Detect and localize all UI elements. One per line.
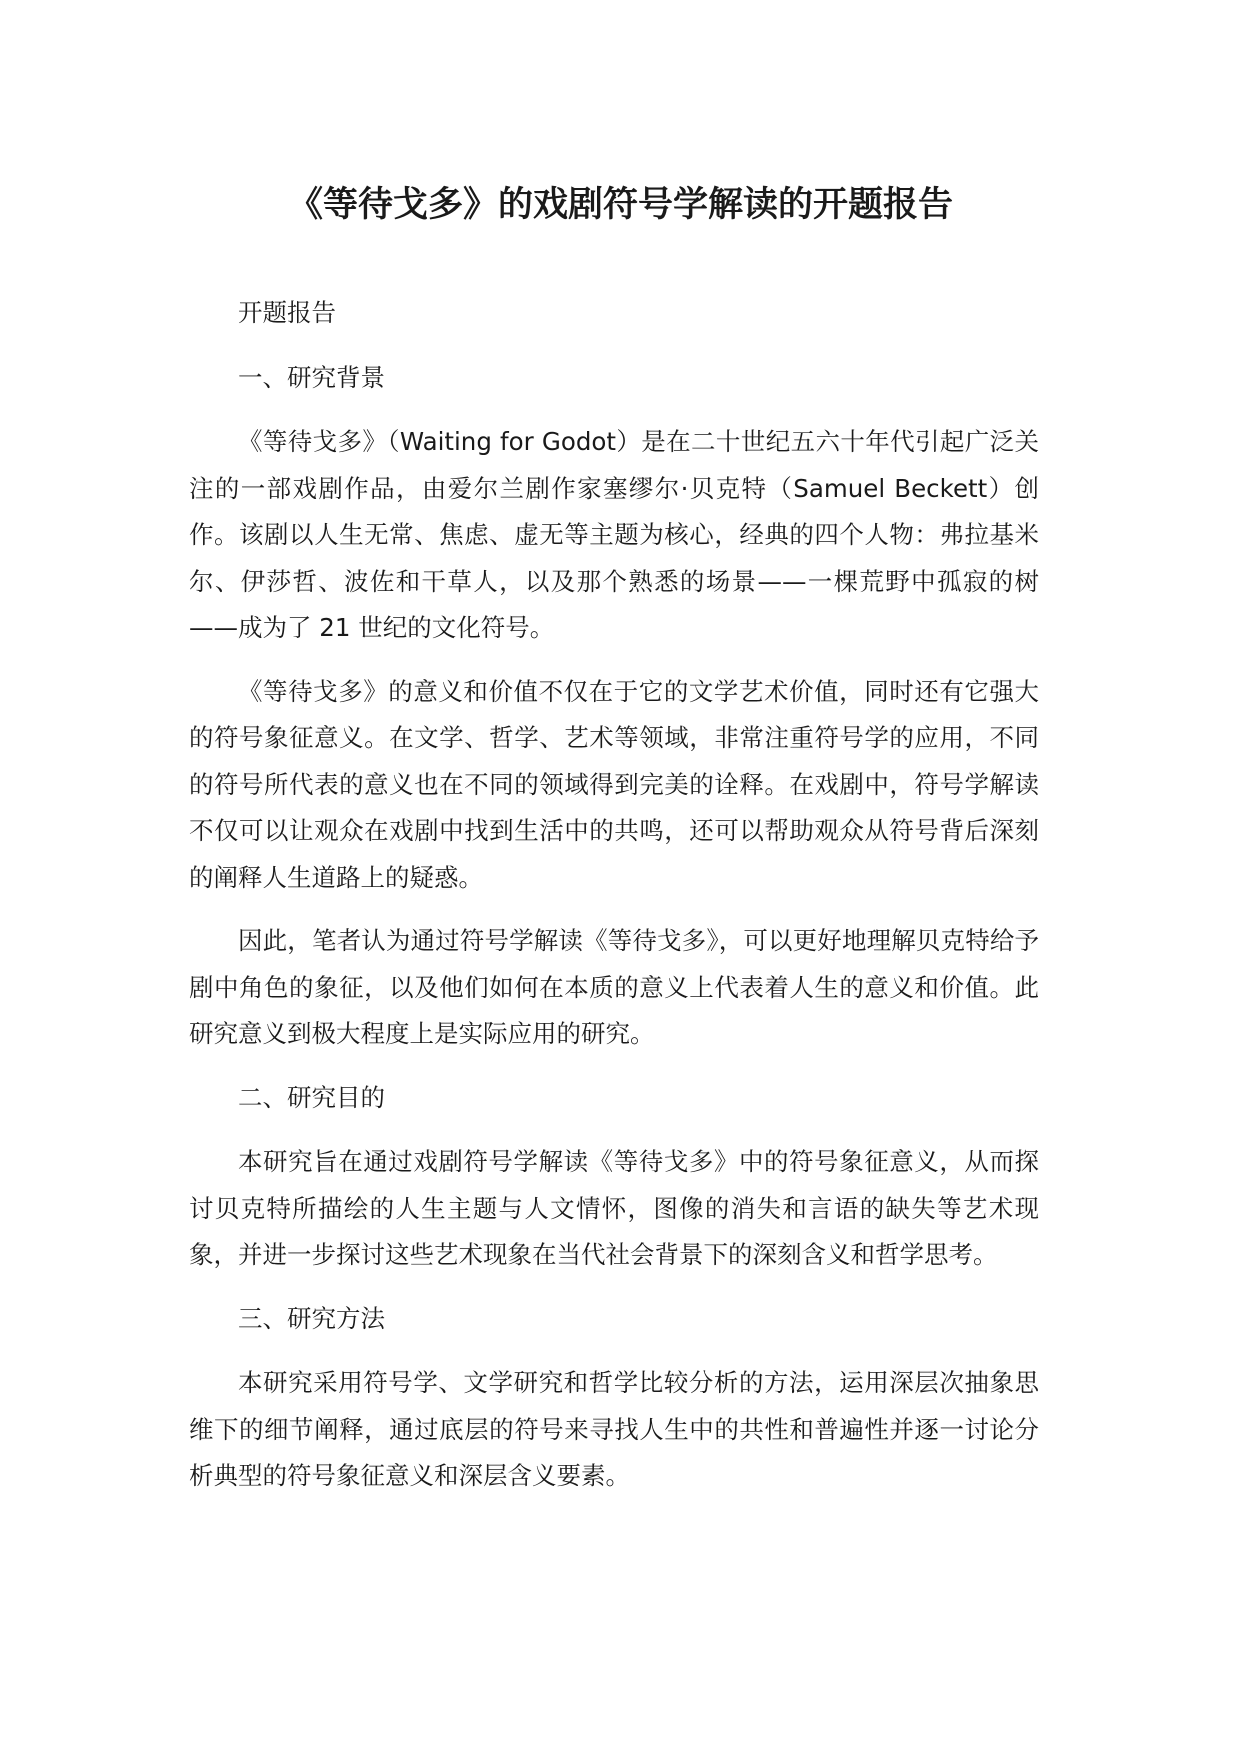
paragraph-purpose: 本研究旨在通过戏剧符号学解读《等待戈多》中的符号象征意义，从而探讨贝克特所描绘的人生主题与人文情怀，图像的消失和言语的缺失等艺术现象，并进一步探讨这些艺术现象在当代社会背景下的深刻含义和哲学思考。 — [189, 1147, 1039, 1269]
report-label: 开题报告 — [238, 298, 336, 327]
section-heading-background: 一、研究背景 — [238, 362, 385, 392]
document-body — [189, 290, 1039, 1517]
paragraph-background-1: 《等待戈多》（Waiting for Godot）是在二十世纪五六十年代引起广泛关注的一部戏剧作品，由爱尔兰剧作家塞缪尔·贝克特（Samuel Beckett）创作。该剧以人生无常、焦虑、虚无等主题为核心，经典的四个人物：弗拉基米尔、伊莎哲、波佐和干草人，以及那个熟悉的场景——一棵荒野中孤寂的树——成为了 21 世纪的文化符号。 — [189, 427, 1039, 642]
section-heading-method: 三、研究方法 — [238, 1303, 385, 1333]
paragraph-background-2: 《等待戈多》的意义和价值不仅在于它的文学艺术价值，同时还有它强大的符号象征意义。在文学、哲学、艺术等领域，非常注重符号学的应用，不同的符号所代表的意义也在不同的领域得到完美的诠释。在戏剧中，符号学解读不仅可以让观众在戏剧中找到生活中的共鸣，还可以帮助观众从符号背后深刻的阐释人生道路上的疑惑。 — [189, 676, 1039, 892]
paragraph-background-3: 因此，笔者认为通过符号学解读《等待戈多》，可以更好地理解贝克特给予剧中角色的象征，以及他们如何在本质的意义上代表着人生的意义和价值。此研究意义到极大程度上是实际应用的研究。 — [189, 926, 1039, 1048]
paragraph-method: 本研究采用符号学、文学研究和哲学比较分析的方法，运用深层次抽象思维下的细节阐释，通过底层的符号来寻找人生中的共性和普遍性并逐一讨论分析典型的符号象征意义和深层含义要素。 — [189, 1368, 1039, 1490]
document-title: 《等待戈多》的戏剧符号学解读的开题报告 — [287, 185, 953, 225]
section-heading-purpose: 二、研究目的 — [238, 1082, 385, 1112]
